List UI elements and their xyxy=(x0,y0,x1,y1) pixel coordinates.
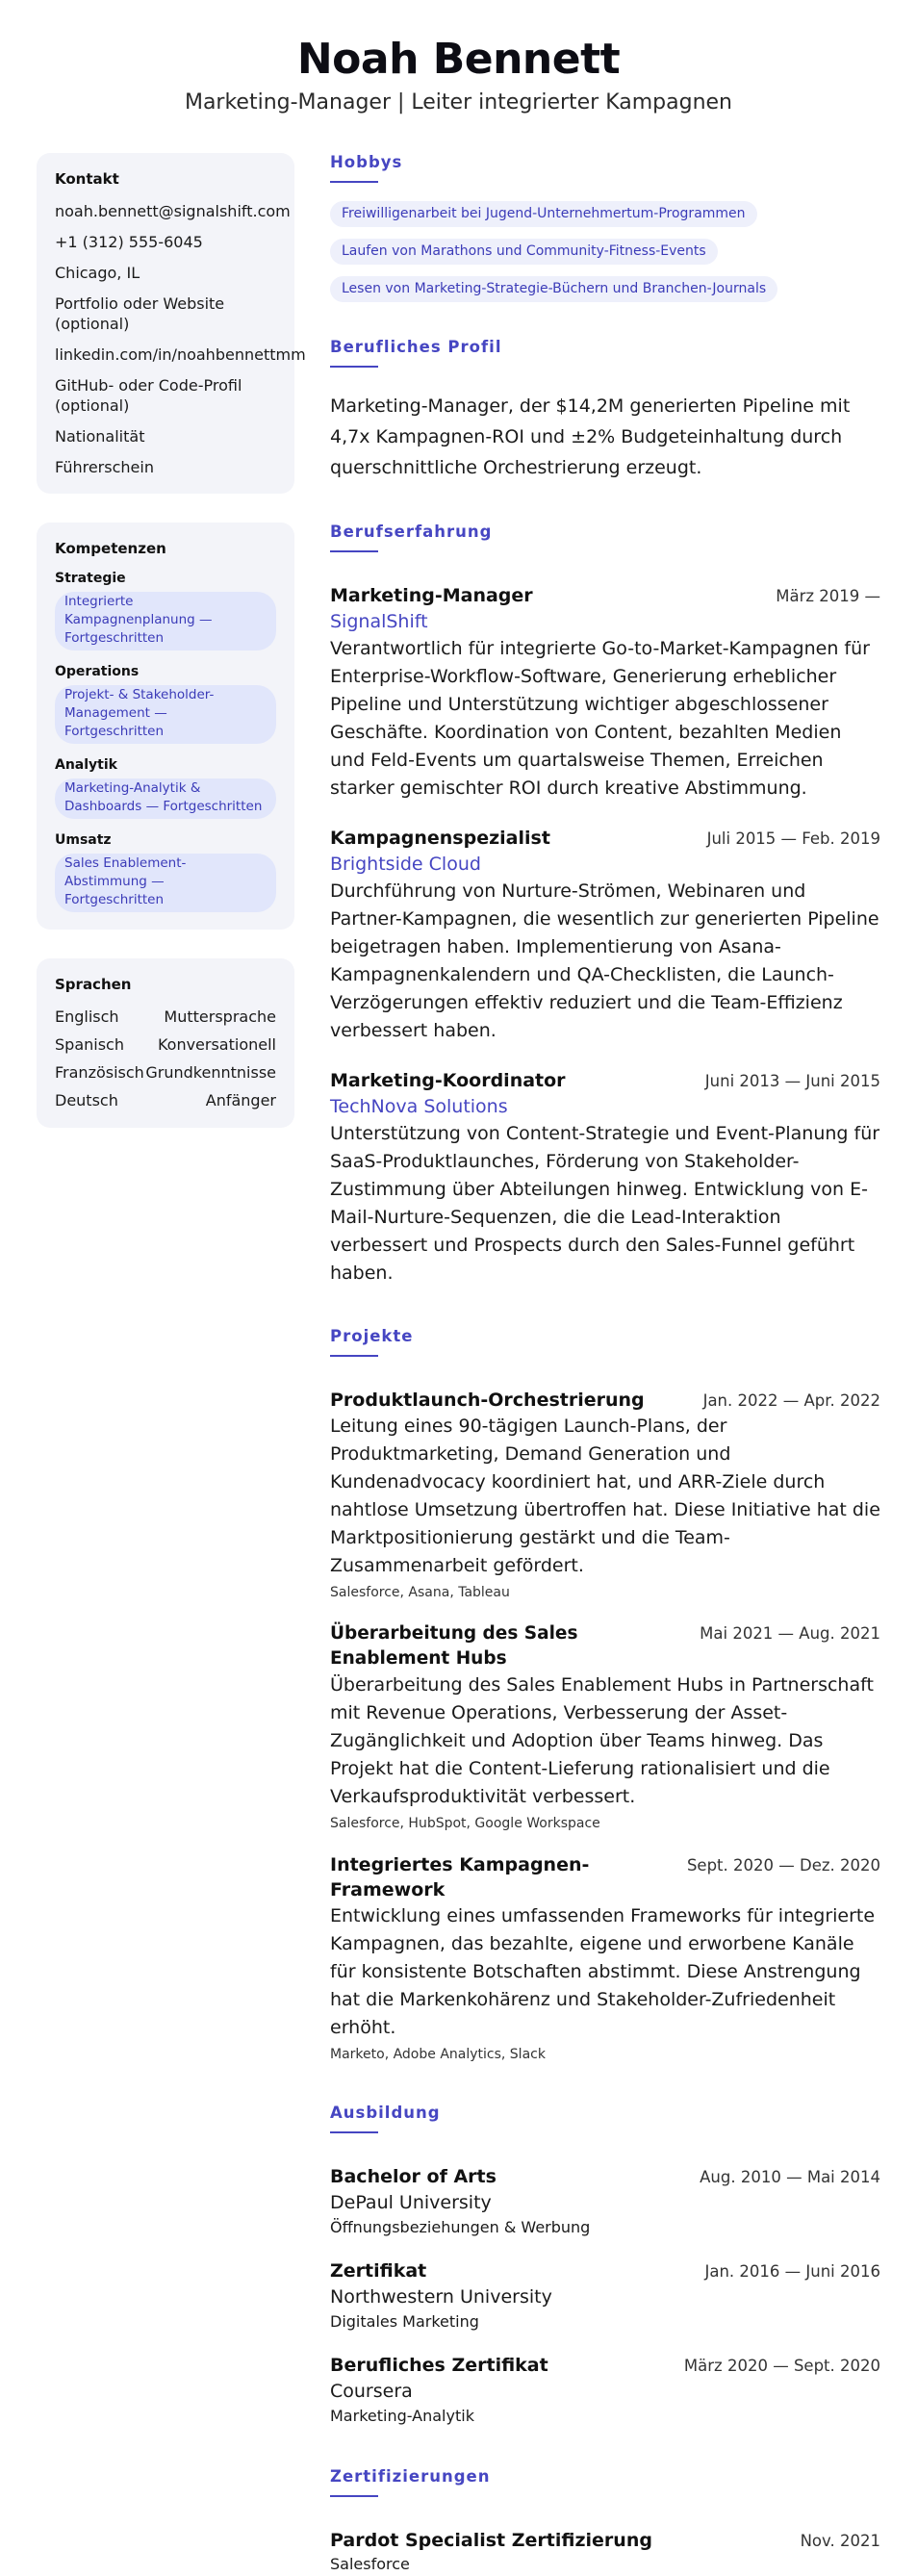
education-institution: Northwestern University xyxy=(330,2286,552,2308)
profile-heading: Berufliches Profil xyxy=(330,338,502,356)
job-date: Juli 2015 — Feb. 2019 xyxy=(706,829,880,848)
hobby-pill: Lesen von Marketing-Strategie-Büchern und Branchen-Journals xyxy=(330,276,777,302)
skill-pill: Integrierte Kampagnenplanung — Fortgeschritten xyxy=(55,592,276,650)
section-divider xyxy=(330,550,378,552)
contact-location: Chicago, IL xyxy=(55,264,140,282)
contact-portfolio[interactable]: Portfolio oder Website (optional) xyxy=(55,294,225,333)
language-name: Englisch xyxy=(55,1007,119,1026)
contact-github[interactable]: GitHub- oder Code-Profil (optional) xyxy=(55,376,242,415)
project-description: Entwicklung eines umfassenden Frameworks für integrierte Kampagnen, das bezahlte, eigene und erworbene Kanäle für konsistente Botschaften abstimmt. Diese Anstrengung hat die Markenkohärenz und Stakeholder-Zufriedenheit erhöht. xyxy=(330,1905,876,2038)
section-divider xyxy=(330,366,378,368)
section-divider xyxy=(330,2495,378,2497)
skill-group-analytics: Analytik xyxy=(55,757,117,773)
skill-group-strategy: Strategie xyxy=(55,571,126,586)
contact-phone[interactable]: +1 (312) 555-6045 xyxy=(55,233,203,251)
project-date: Mai 2021 — Aug. 2021 xyxy=(700,1624,880,1643)
projects-section xyxy=(330,1326,880,2064)
education-entry xyxy=(330,2353,880,2428)
skill-group-revenue: Umsatz xyxy=(55,832,112,848)
job-company: Brightside Cloud xyxy=(330,854,481,875)
hobby-list xyxy=(330,201,880,314)
project-date: Sept. 2020 — Dez. 2020 xyxy=(686,1856,880,1875)
language-level: Muttersprache xyxy=(164,1007,276,1026)
education-field: Marketing-Analytik xyxy=(330,2407,474,2425)
job-date: Juni 2013 — Juni 2015 xyxy=(704,1072,880,1090)
degree-name: Bachelor of Arts xyxy=(330,2166,497,2187)
job-company: SignalShift xyxy=(330,611,428,632)
skill-group-operations: Operations xyxy=(55,664,140,679)
contact-email[interactable]: noah.bennett@signalshift.com xyxy=(55,202,291,220)
job-title: Marketing-Koordinator xyxy=(330,1070,566,1091)
job-date: März 2019 — xyxy=(776,587,880,605)
language-name: Französisch xyxy=(55,1063,144,1082)
education-date: März 2020 — Sept. 2020 xyxy=(683,2357,880,2375)
job-title: Marketing-Manager xyxy=(330,585,533,606)
section-divider xyxy=(330,1355,378,1357)
hobbies-section xyxy=(330,152,880,314)
project-tools: Marketo, Adobe Analytics, Slack xyxy=(330,2047,546,2062)
education-date: Jan. 2016 — Juni 2016 xyxy=(704,2262,880,2281)
language-row xyxy=(55,1007,276,1027)
project-entry xyxy=(330,1388,880,1602)
language-level: Konversationell xyxy=(157,1035,276,1054)
certifications-heading: Zertifizierungen xyxy=(330,2467,491,2486)
degree-name: Zertifikat xyxy=(330,2260,427,2282)
certifications-section xyxy=(330,2466,880,2576)
education-section xyxy=(330,2103,880,2428)
education-entry xyxy=(330,2164,880,2239)
education-entry xyxy=(330,2258,880,2334)
experience-entry xyxy=(330,826,880,1045)
contact-card xyxy=(37,153,306,494)
skill-pill: Projekt- & Stakeholder-Management — Fortgeschritten xyxy=(55,685,276,744)
sidebar xyxy=(37,153,306,1157)
certification-entry xyxy=(330,2528,880,2576)
contact-license: Führerschein xyxy=(55,458,154,476)
job-description: Unterstützung von Content-Strategie und Event-Planung für SaaS-Produktlaunches, Förderung von Stakeholder-Zustimmung über Abteilungen hinweg. Entwicklung von E-Mail-Nurture-Sequenzen, die die Lead-Interaktion verbessert und Prospects durch den Sales-Funnel geführt haben. xyxy=(330,1123,880,1284)
profile-summary: Marketing-Manager, der $14,2M generierten Pipeline mit 4,7x Kampagnen-ROI und ±2% Budgeteinhaltung durch querschnittliche Orchestrierung erzeugt. xyxy=(330,395,851,478)
section-divider xyxy=(330,2131,378,2133)
experience-heading: Berufserfahrung xyxy=(330,523,493,541)
profile-section xyxy=(330,337,880,483)
hobbies-heading: Hobbys xyxy=(330,153,403,171)
language-row xyxy=(55,1034,276,1055)
language-row xyxy=(55,1062,276,1083)
skills-title: Kompetenzen xyxy=(55,540,166,557)
project-entry xyxy=(330,1852,880,2064)
job-company: TechNova Solutions xyxy=(330,1096,508,1117)
contact-title: Kontakt xyxy=(55,170,119,188)
hobby-pill: Freiwilligenarbeit bei Jugend-Unternehmertum-Programmen xyxy=(330,201,757,227)
project-name: Produktlaunch-Orchestrierung xyxy=(330,1390,645,1411)
contact-nationality: Nationalität xyxy=(55,427,145,446)
skills-card xyxy=(37,523,294,930)
language-row xyxy=(55,1090,276,1110)
language-name: Deutsch xyxy=(55,1091,118,1109)
skill-pill: Marketing-Analytik & Dashboards — Fortgeschritten xyxy=(55,778,276,819)
languages-title: Sprachen xyxy=(55,976,132,993)
degree-name: Berufliches Zertifikat xyxy=(330,2355,548,2376)
project-name: Überarbeitung des Sales Enablement Hubs xyxy=(330,1623,578,1669)
certification-issuer: Salesforce xyxy=(330,2555,410,2573)
experience-section xyxy=(330,522,880,1288)
section-divider xyxy=(330,181,378,183)
project-date: Jan. 2022 — Apr. 2022 xyxy=(702,1391,880,1410)
hobby-pill: Laufen von Marathons und Community-Fitness-Events xyxy=(330,239,718,265)
main-content xyxy=(330,152,880,2576)
candidate-name: Noah Bennett xyxy=(296,35,621,84)
job-description: Durchführung von Nurture-Strömen, Webinaren und Partner-Kampagnen, die wesentlich zur generierten Pipeline beigetragen haben. Implementierung von Asana-Kampagnenkalendern und QA-Checklisten, die Launch-Verzögerungen effektiv reduziert und die Team-Effizienz verbessert haben. xyxy=(330,880,879,1041)
language-name: Spanisch xyxy=(55,1035,124,1054)
education-heading: Ausbildung xyxy=(330,2104,441,2122)
project-description: Leitung eines 90-tägigen Launch-Plans, der Produktmarketing, Demand Generation und Kundenadvocacy koordiniert hat, und ARR-Ziele durch nahtlose Umsetzung übertroffen hat. Diese Initiative hat die Marktpositionierung gestärkt und die Team-Zusammenarbeit gefördert. xyxy=(330,1416,880,1576)
experience-entry xyxy=(330,583,880,803)
project-tools: Salesforce, Asana, Tableau xyxy=(330,1585,510,1600)
languages-card xyxy=(37,958,294,1128)
skill-pill: Sales Enablement-Abstimmung — Fortgeschritten xyxy=(55,854,276,912)
certification-name: Pardot Specialist Zertifizierung xyxy=(330,2530,652,2551)
project-description: Überarbeitung des Sales Enablement Hubs in Partnerschaft mit Revenue Operations, Verbesserung der Asset-Zugänglichkeit und Adoption über Teams hinweg. Das Projekt hat die Content-Lieferung rationalisiert und die Verkaufsproduktivität verbessert. xyxy=(330,1674,874,1807)
project-entry xyxy=(330,1621,880,1833)
experience-entry xyxy=(330,1068,880,1288)
contact-linkedin[interactable]: linkedin.com/in/noahbennettmm xyxy=(55,345,306,364)
language-level: Anfänger xyxy=(205,1091,276,1109)
candidate-headline: Marketing-Manager | Leiter integrierter Kampagnen xyxy=(184,90,733,115)
job-description: Verantwortlich für integrierte Go-to-Market-Kampagnen für Enterprise-Workflow-Software, Generierung erheblicher Pipeline und Unterstützung wichtiger abgeschlossener Geschäfte. Koordination von Content, bezahlten Medien und Feld-Events um quartalsweise Themen, Erreichen starker gemischter ROI durch kreative Abstimmung. xyxy=(330,638,870,799)
projects-heading: Projekte xyxy=(330,1327,414,1345)
education-institution: DePaul University xyxy=(330,2192,492,2213)
language-level: Grundkenntnisse xyxy=(145,1063,276,1082)
education-institution: Coursera xyxy=(330,2381,413,2402)
education-field: Öffnungsbeziehungen & Werbung xyxy=(330,2218,591,2236)
certification-date: Nov. 2021 xyxy=(800,2532,880,2550)
resume-header xyxy=(0,33,917,117)
job-title: Kampagnenspezialist xyxy=(330,828,550,849)
project-tools: Salesforce, HubSpot, Google Workspace xyxy=(330,1816,600,1831)
education-date: Aug. 2010 — Mai 2014 xyxy=(700,2168,880,2186)
project-name: Integriertes Kampagnen-Framework xyxy=(330,1854,590,1900)
education-field: Digitales Marketing xyxy=(330,2312,479,2331)
